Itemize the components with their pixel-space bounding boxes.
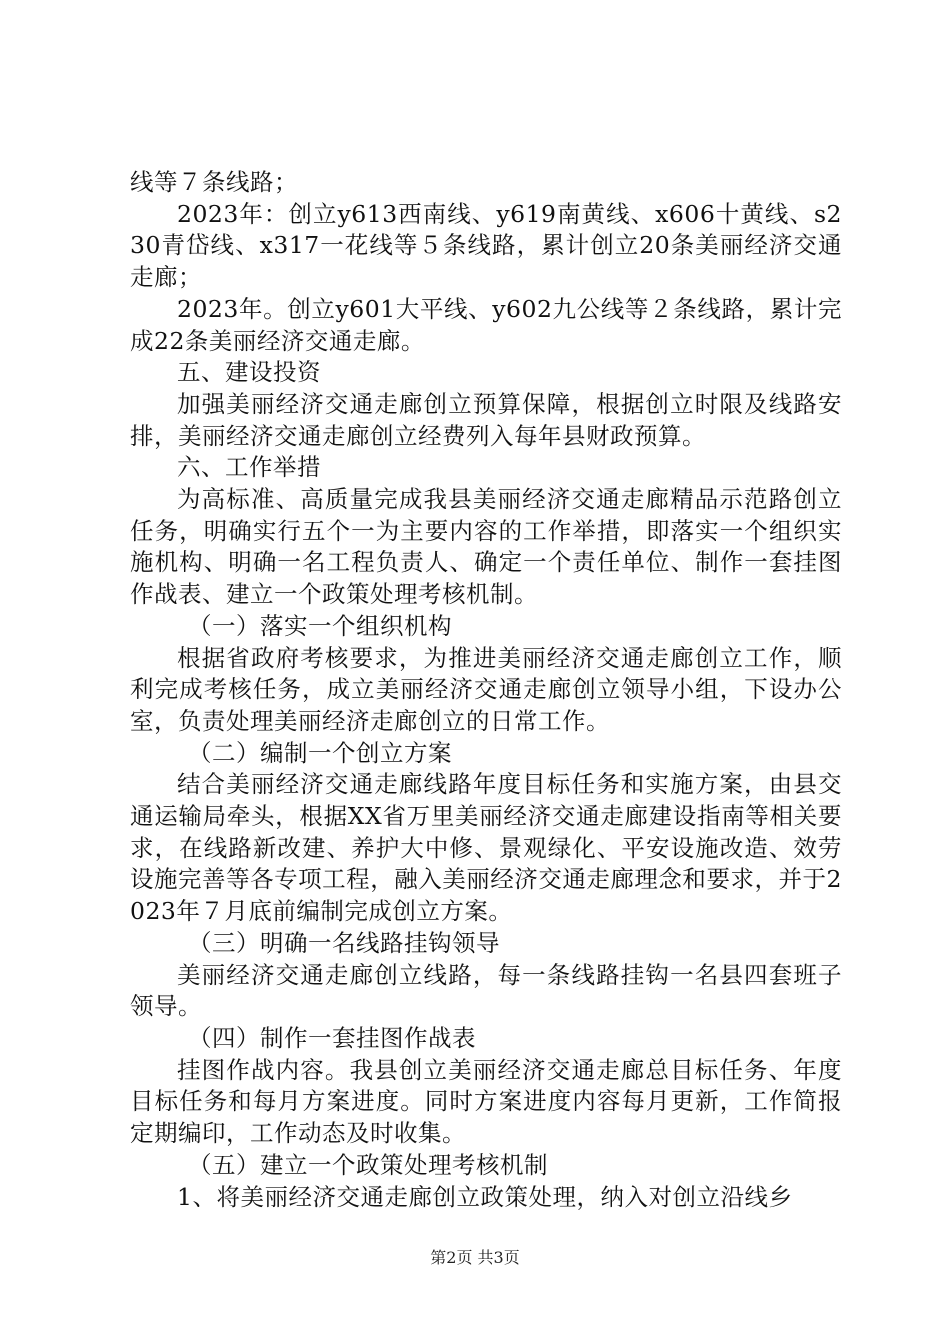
paragraph: 线等７条线路； (130, 168, 298, 196)
section-heading: 五、建设投资 (177, 358, 321, 387)
paragraph: 2023年：创立y613西南线、y619南黄线、x606十黄线、s230青岱线、x317一花线等５条线路，累计创立20条美丽经济交通走廊； (130, 199, 842, 292)
paragraph: 根据省政府考核要求，为推进美丽经济交通走廊创立工作，顺利完成考核任务，成立美丽经济交通走廊创立领导小组，下设办公室，负责处理美丽经济走廊创立的日常工作。 (130, 643, 842, 735)
subsection-heading: （一）落实一个组织机构 (188, 611, 452, 640)
subsection-heading: （三）明确一名线路挂钩领导 (188, 928, 500, 957)
paragraph: 加强美丽经济交通走廊创立预算保障，根据创立时限及线路安排，美丽经济交通走廊创立经费列入每年县财政预算。 (130, 389, 842, 450)
paragraph: 美丽经济交通走廊创立线路，每一条线路挂钩一名县四套班子领导。 (130, 960, 842, 1021)
paragraph: 为高标准、高质量完成我县美丽经济交通走廊精品示范路创立任务，明确实行五个一为主要内容的工作举措，即落实一个组织实施机构、明确一名工程负责人、确定一个责任单位、制作一套挂图作战表、建立一个政策处理考核机制。 (130, 485, 842, 609)
paragraph: 结合美丽经济交通走廊线路年度目标任务和实施方案，由县交通运输局牵头，根据XX省万里美丽经济交通走廊建设指南等相关要求，在线路新改建、养护大中修、景观绿化、平安设施改造、效劳设施完善等各专项工程，融入美丽经济交通走廊理念和要求，并于2023年７月底前编制完成创立方案。 (130, 770, 842, 926)
subsection-heading: （五）建立一个政策处理考核机制 (188, 1150, 548, 1179)
paragraph: 2023年。创立y601大平线、y602九公线等２条线路，累计完成22条美丽经济交通走廊。 (130, 294, 842, 355)
subsection-heading: （二）编制一个创立方案 (188, 738, 452, 767)
section-heading: 六、工作举措 (177, 453, 321, 482)
paragraph: 1、将美丽经济交通走廊创立政策处理，纳入对创立沿线乡 (177, 1182, 793, 1211)
subsection-heading: （四）制作一套挂图作战表 (188, 1023, 476, 1052)
page-footer: 第2页 共3页 (430, 1248, 520, 1267)
document-body (130, 167, 842, 1213)
paragraph: 挂图作战内容。我县创立美丽经济交通走廊总目标任务、年度目标任务和每月方案进度。同时方案进度内容每月更新，工作简报定期编印，工作动态及时收集。 (130, 1055, 842, 1148)
